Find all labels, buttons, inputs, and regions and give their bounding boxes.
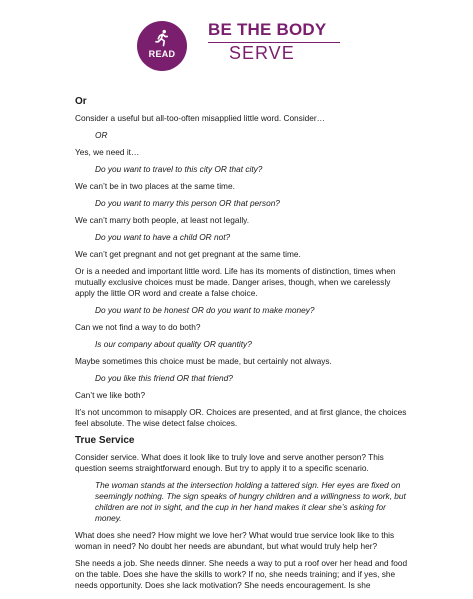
title-line-2: SERVE [229,43,295,63]
indented-example: Is our company about quality OR quantity? [95,339,252,349]
paragraph: Consider service. What does it look like to truly love and serve another person? This question seems straightforward enough. But try to apply it to a specific scenario. [75,452,384,473]
paragraph: Maybe sometimes this choice must be made, but certainly not always. [75,356,332,366]
indented-example: Do you want to be honest OR do you want to make money? [95,305,315,315]
indented-example: Do you like this friend OR that friend? [95,373,233,383]
paragraph: Yes, we need it… [75,147,140,157]
paragraph: It’s not uncommon to misapply OR. Choices are presented, and at first glance, the choices feel absolute. The wise detect false choices. [75,407,407,428]
paragraph: Or is a needed and important little word. Life has its moments of distinction, times when mutually exclusive choices must be made. Danger arises, though, when we carelessly apply the little OR word and create a false choice. [75,266,396,298]
paragraph: We can’t get pregnant and not get pregnant at the same time. [75,249,301,259]
section-heading: True Service [75,435,135,446]
indented-example: Do you want to travel to this city OR that city? [95,164,263,174]
paragraph: What does she need? How might we love her? What would true service look like to this woman in need? No doubt her needs are abundant, but what would truly help her? [75,530,395,551]
section-heading: Or [75,96,87,107]
paragraph: Can we not find a way to do both? [75,322,201,332]
running-person-icon [153,29,171,47]
document-body [75,92,410,597]
indented-example: OR [95,130,108,140]
indented-example: Do you want to marry this person OR that person? [95,198,280,208]
paragraph: We can’t be in two places at the same time. [75,181,235,191]
paragraph: She needs a job. She needs dinner. She needs a way to put a roof over her head and food on the table. Does she have the skills to work? If no, she needs training; and if yes, she needs opportunity. Does she lack motivation? She needs encouragement. Is she [75,558,408,590]
page-header [0,0,473,80]
indented-example: Do you want to have a child OR not? [95,232,231,242]
title-line-1: BE THE BODY [208,20,327,39]
paragraph: Consider a useful but all-too-often misapplied little word. Consider… [75,113,325,123]
badge-label: READ [148,49,176,59]
paragraph: We can’t marry both people, at least not legally. [75,215,250,225]
paragraph: Can’t we like both? [75,390,146,400]
indented-example: The woman stands at the intersection holding a tattered sign. Her eyes are fixed on seemingly nothing. The sign speaks of hungry children and a willingness to work, but children are not in sight, and the cup in her hand makes it clear she’s asking for money. [95,480,406,523]
read-badge [137,21,187,71]
